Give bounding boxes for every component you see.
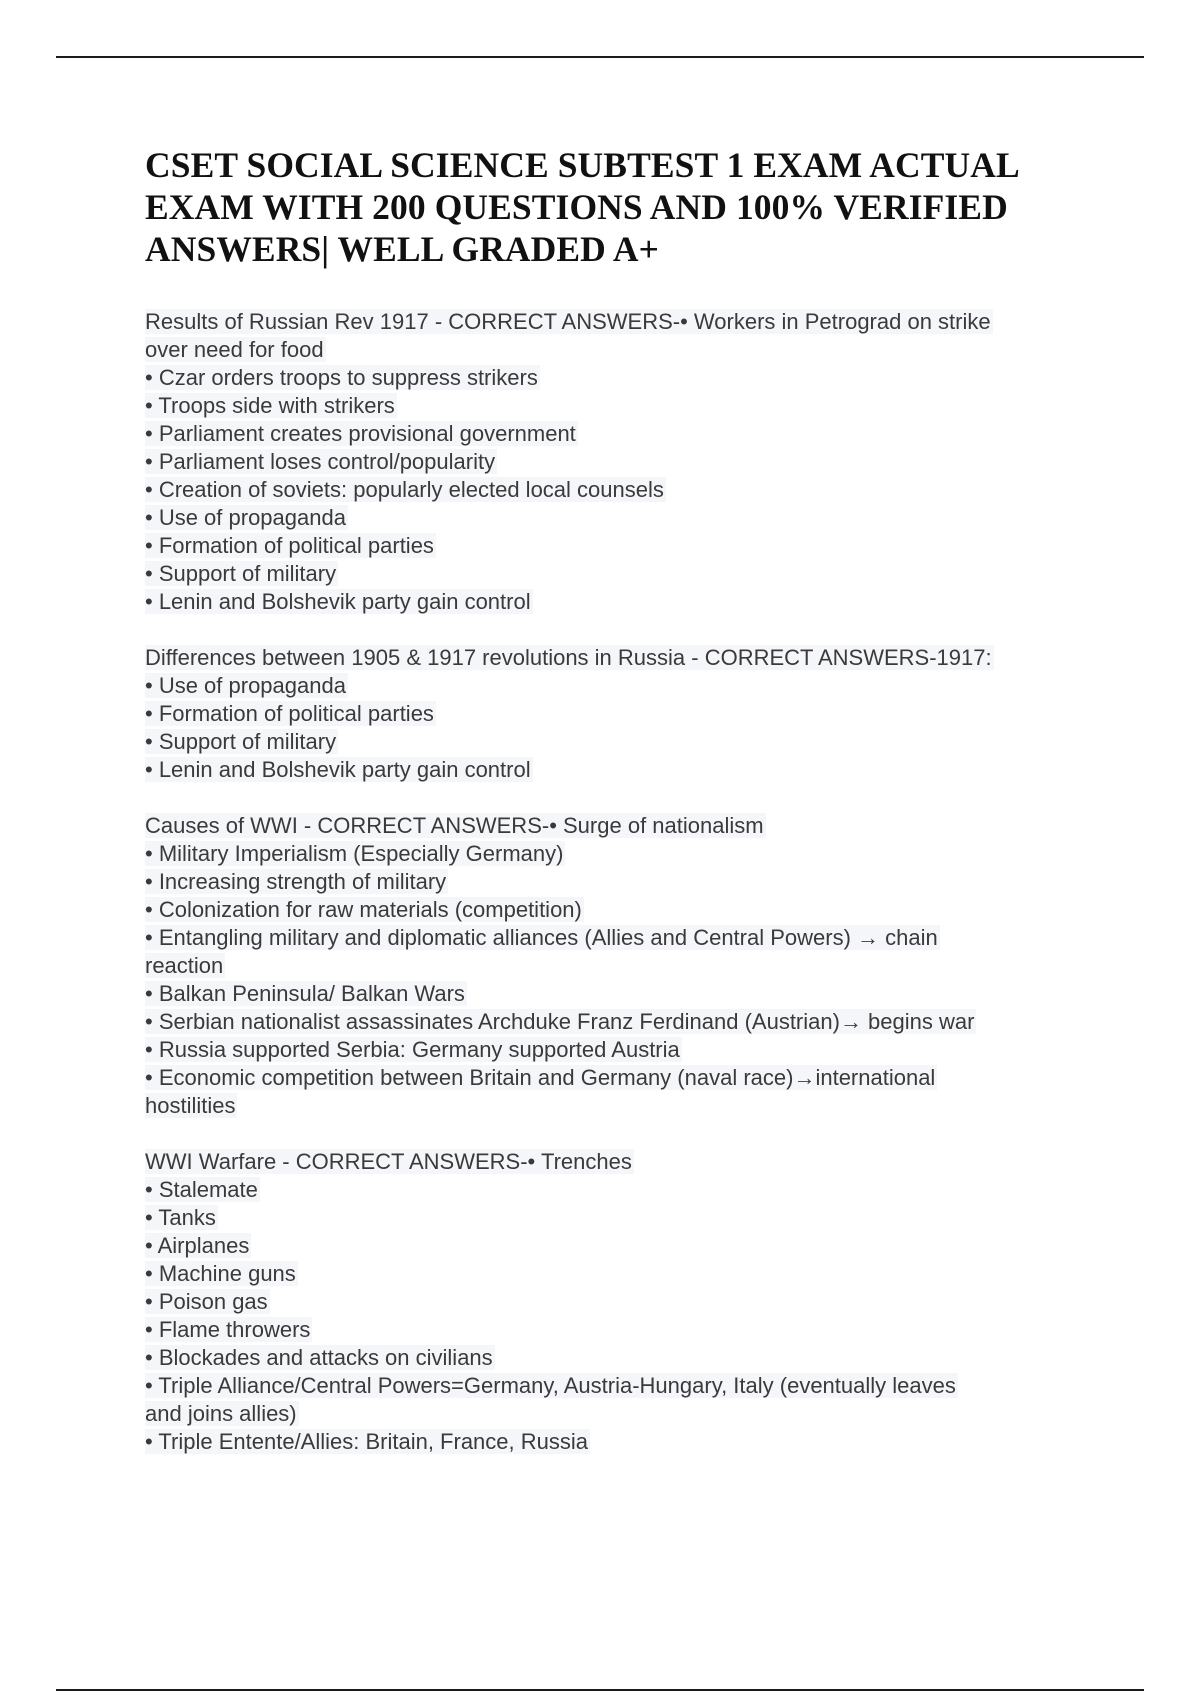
title-line: CSET SOCIAL SCIENCE SUBTEST 1 EXAM ACTUAL [145,145,1020,185]
document-title [145,144,1085,270]
qa-line-text: • Machine guns [145,1261,296,1286]
header-rule [56,56,1144,58]
qa-list [145,308,1085,1456]
qa-line-text: • Entangling military and diplomatic alliances (Allies and Central Powers) → chain [145,925,938,950]
qa-line-text: • Airplanes [145,1233,250,1258]
qa-answer-line [145,1428,1085,1456]
qa-line-text: • Military Imperialism (Especially Germany) [145,841,564,866]
qa-answer-line [145,728,1085,756]
qa-line-text: • Support of military [145,729,337,754]
qa-line-text: • Triple Alliance/Central Powers=Germany, Austria-Hungary, Italy (eventually leaves [145,1373,956,1398]
qa-answer-line [145,980,1085,1008]
qa-answer-line [145,1036,1085,1064]
qa-answer-line [145,336,1085,364]
qa-answer-line [145,1064,1085,1092]
qa-line-text: • Serbian nationalist assassinates Archduke Franz Ferdinand (Austrian)→ begins war [145,1009,975,1034]
qa-answer-line [145,700,1085,728]
qa-line-text: • Support of military [145,561,337,586]
qa-line-text: • Tanks [145,1205,216,1230]
qa-question-line [145,1148,1085,1176]
qa-line-text: • Use of propaganda [145,673,346,698]
qa-line-text: Causes of WWI - CORRECT ANSWERS-• Surge of nationalism [145,813,764,838]
qa-answer-line [145,504,1085,532]
qa-question-line [145,812,1085,840]
qa-line-text: WWI Warfare - CORRECT ANSWERS-• Trenches [145,1149,632,1174]
qa-answer-line [145,420,1085,448]
qa-line-text: • Triple Entente/Allies: Britain, France, Russia [145,1429,588,1454]
qa-line-text: • Increasing strength of military [145,869,447,894]
qa-answer-line [145,1092,1085,1120]
qa-answer-line [145,1400,1085,1428]
qa-answer-line [145,476,1085,504]
qa-line-text: Differences between 1905 & 1917 revolutions in Russia - CORRECT ANSWERS-1917: [145,645,992,670]
qa-line-text: • Colonization for raw materials (competition) [145,897,582,922]
qa-line-text: • Parliament loses control/popularity [145,449,496,474]
qa-line-text: • Balkan Peninsula/ Balkan Wars [145,981,465,1006]
qa-line-text: • Stalemate [145,1177,258,1202]
qa-answer-line [145,560,1085,588]
qa-question-line [145,308,1085,336]
title-line: EXAM WITH 200 QUESTIONS AND 100% VERIFIED [145,187,1008,227]
qa-answer-line [145,1344,1085,1372]
qa-line-text: • Parliament creates provisional government [145,421,576,446]
qa-answer-line [145,924,1085,952]
qa-line-text: over need for food [145,337,324,362]
qa-answer-line [145,672,1085,700]
qa-line-text: • Lenin and Bolshevik party gain control [145,757,531,782]
qa-answer-line [145,1316,1085,1344]
document-body [145,144,1085,1456]
qa-answer-line [145,588,1085,616]
qa-answer-line [145,1372,1085,1400]
qa-line-text: • Formation of political parties [145,701,434,726]
qa-answer-line [145,868,1085,896]
qa-answer-line [145,1288,1085,1316]
qa-answer-line [145,1176,1085,1204]
qa-answer-line [145,448,1085,476]
qa-section [145,308,1085,616]
qa-line-text: • Flame throwers [145,1317,311,1342]
qa-line-text: • Russia supported Serbia: Germany supported Austria [145,1037,680,1062]
qa-line-text: • Economic competition between Britain and Germany (naval race)→international [145,1065,936,1090]
qa-line-text: • Use of propaganda [145,505,346,530]
qa-line-text: • Lenin and Bolshevik party gain control [145,589,531,614]
qa-line-text: reaction [145,953,224,978]
qa-line-text: • Creation of soviets: popularly elected local counsels [145,477,664,502]
qa-answer-line [145,1260,1085,1288]
qa-answer-line [145,840,1085,868]
footer-rule [56,1689,1144,1691]
qa-line-text: and joins allies) [145,1401,297,1426]
qa-answer-line [145,532,1085,560]
qa-section [145,812,1085,1120]
qa-line-text: Results of Russian Rev 1917 - CORRECT ANSWERS-• Workers in Petrograd on strike [145,309,991,334]
qa-line-text: • Blockades and attacks on civilians [145,1345,493,1370]
qa-line-text: • Troops side with strikers [145,393,395,418]
qa-answer-line [145,1008,1085,1036]
qa-answer-line [145,896,1085,924]
qa-line-text: • Czar orders troops to suppress strikers [145,365,538,390]
qa-line-text: • Poison gas [145,1289,268,1314]
qa-question-line [145,644,1085,672]
qa-answer-line [145,364,1085,392]
qa-section [145,644,1085,784]
qa-line-text: hostilities [145,1093,236,1118]
qa-answer-line [145,392,1085,420]
qa-answer-line [145,1204,1085,1232]
qa-answer-line [145,952,1085,980]
qa-answer-line [145,756,1085,784]
qa-line-text: • Formation of political parties [145,533,434,558]
title-line: ANSWERS| WELL GRADED A+ [145,229,659,269]
qa-answer-line [145,1232,1085,1260]
qa-section [145,1148,1085,1456]
